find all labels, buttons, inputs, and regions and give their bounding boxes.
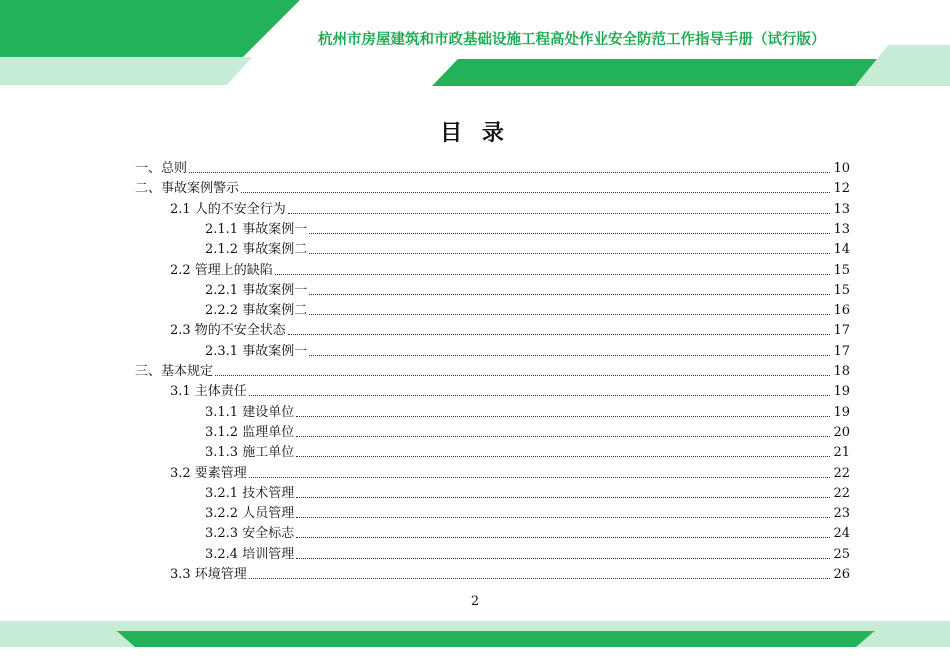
toc-entry-label: 3.2.2 人员管理 [205, 506, 295, 522]
toc-entry-page: 21 [833, 445, 850, 461]
toc-entry-page: 17 [833, 323, 850, 339]
toc-dot-leader [296, 416, 830, 417]
toc-entry[interactable] [170, 563, 850, 583]
toc-entry[interactable] [170, 259, 850, 279]
toc-entry-page: 16 [833, 303, 850, 319]
page-number: 2 [470, 594, 480, 609]
toc-dot-leader [296, 517, 830, 518]
toc-dot-leader [309, 355, 830, 356]
toc-entry[interactable] [205, 522, 850, 542]
toc-dot-leader [309, 253, 830, 254]
toc-entry[interactable] [205, 401, 850, 421]
toc-entry[interactable] [135, 360, 850, 380]
toc-dot-leader [309, 294, 830, 295]
toc-entry-page: 10 [833, 161, 850, 176]
toc-entry[interactable] [205, 299, 850, 319]
toc-entry-label: 2.2.2 事故案例二 [205, 303, 308, 319]
toc-entry-page: 13 [833, 221, 850, 237]
toc-entry[interactable] [135, 177, 850, 197]
header-title: 杭州市房屋建筑和市政基础设施工程高处作业安全防范工作指导手册（试行版） [318, 32, 826, 48]
footer-band-green [0, 631, 950, 647]
toc-entry-page: 22 [833, 465, 850, 481]
toc-dot-leader [249, 477, 830, 478]
toc-entry-label: 3.1.3 施工单位 [205, 445, 295, 461]
toc-dot-leader [296, 456, 830, 457]
toc-dot-leader [189, 172, 830, 173]
toc-entry-label: 2.2.1 事故案例一 [205, 282, 308, 298]
toc-entry-page: 13 [833, 201, 850, 217]
toc-dot-leader [288, 334, 830, 335]
toc-entry-label: 二、事故案例警示 [135, 181, 240, 197]
toc-entry-label: 3.1.1 建设单位 [205, 404, 295, 420]
toc-entry-label: 2.3.1 事故案例一 [205, 343, 308, 359]
toc-entry[interactable] [205, 543, 850, 563]
header-band-green [0, 0, 300, 57]
header-band-light [0, 57, 252, 85]
toc-entry-page: 14 [833, 242, 850, 258]
footer-band-light [0, 621, 950, 631]
toc-entry-label: 2.3 物的不安全状态 [170, 323, 286, 339]
toc-entry-label: 3.2.3 安全标志 [205, 526, 295, 542]
toc-entry[interactable] [205, 482, 850, 502]
toc-dot-leader [296, 497, 830, 498]
toc-entry-page: 19 [833, 404, 850, 420]
toc-dot-leader [288, 213, 830, 214]
toc-dot-leader [275, 274, 830, 275]
toc-entry-page: 15 [833, 262, 850, 278]
toc-entry-label: 一、总则 [135, 161, 188, 176]
toc-entry-page: 20 [833, 424, 850, 440]
toc-entry-page: 19 [833, 384, 850, 400]
toc-entry-label: 2.1.1 事故案例一 [205, 221, 308, 237]
toc-dot-leader [296, 537, 830, 538]
toc-title: 目 录 [440, 121, 510, 146]
toc-entry[interactable] [135, 157, 850, 177]
toc-entry[interactable] [170, 198, 850, 218]
toc-dot-leader [309, 314, 830, 315]
toc-entry-label: 3.1.2 监理单位 [205, 424, 295, 440]
toc-dot-leader [241, 192, 830, 193]
toc-entry-page: 22 [833, 485, 850, 501]
toc-entry-page: 15 [833, 282, 850, 298]
toc-entry-page: 26 [833, 567, 850, 582]
toc-entry-label: 3.1 主体责任 [170, 384, 247, 400]
toc-entry-page: 25 [833, 546, 850, 562]
toc-entry[interactable] [205, 340, 850, 360]
toc-dot-leader [296, 558, 830, 559]
toc-entry[interactable] [170, 462, 850, 482]
toc-dot-leader [309, 233, 830, 234]
toc-entry[interactable] [170, 380, 850, 400]
toc-dot-leader [249, 578, 830, 579]
toc-entry-page: 18 [833, 364, 850, 379]
toc-entry[interactable] [170, 319, 850, 339]
toc-entry-label: 2.2 管理上的缺陷 [170, 262, 273, 278]
toc-entry[interactable] [205, 502, 850, 522]
toc-entry[interactable] [205, 421, 850, 441]
toc-entry-label: 3.2 要素管理 [170, 465, 247, 481]
toc-entry-label: 三、基本规定 [135, 364, 214, 379]
toc-entry[interactable] [205, 279, 850, 299]
toc-entry-label: 3.3 环境管理 [170, 567, 247, 582]
toc-dot-leader [215, 375, 830, 376]
toc-entry-label: 3.2.1 技术管理 [205, 485, 295, 501]
toc-entry-label: 3.2.4 培训管理 [205, 546, 295, 562]
toc-dot-leader [249, 395, 830, 396]
toc-dot-leader [296, 436, 830, 437]
toc-entry-label: 2.1 人的不安全行为 [170, 201, 286, 217]
toc-entry-label: 2.1.2 事故案例二 [205, 242, 308, 258]
toc-entry-page: 12 [833, 181, 850, 197]
toc-entry-page: 23 [833, 506, 850, 522]
toc-entry-page: 17 [833, 343, 850, 359]
toc-entry-page: 24 [833, 526, 850, 542]
toc-entry[interactable] [205, 238, 850, 258]
toc-entry[interactable] [205, 218, 850, 238]
toc-entry[interactable] [205, 441, 850, 461]
